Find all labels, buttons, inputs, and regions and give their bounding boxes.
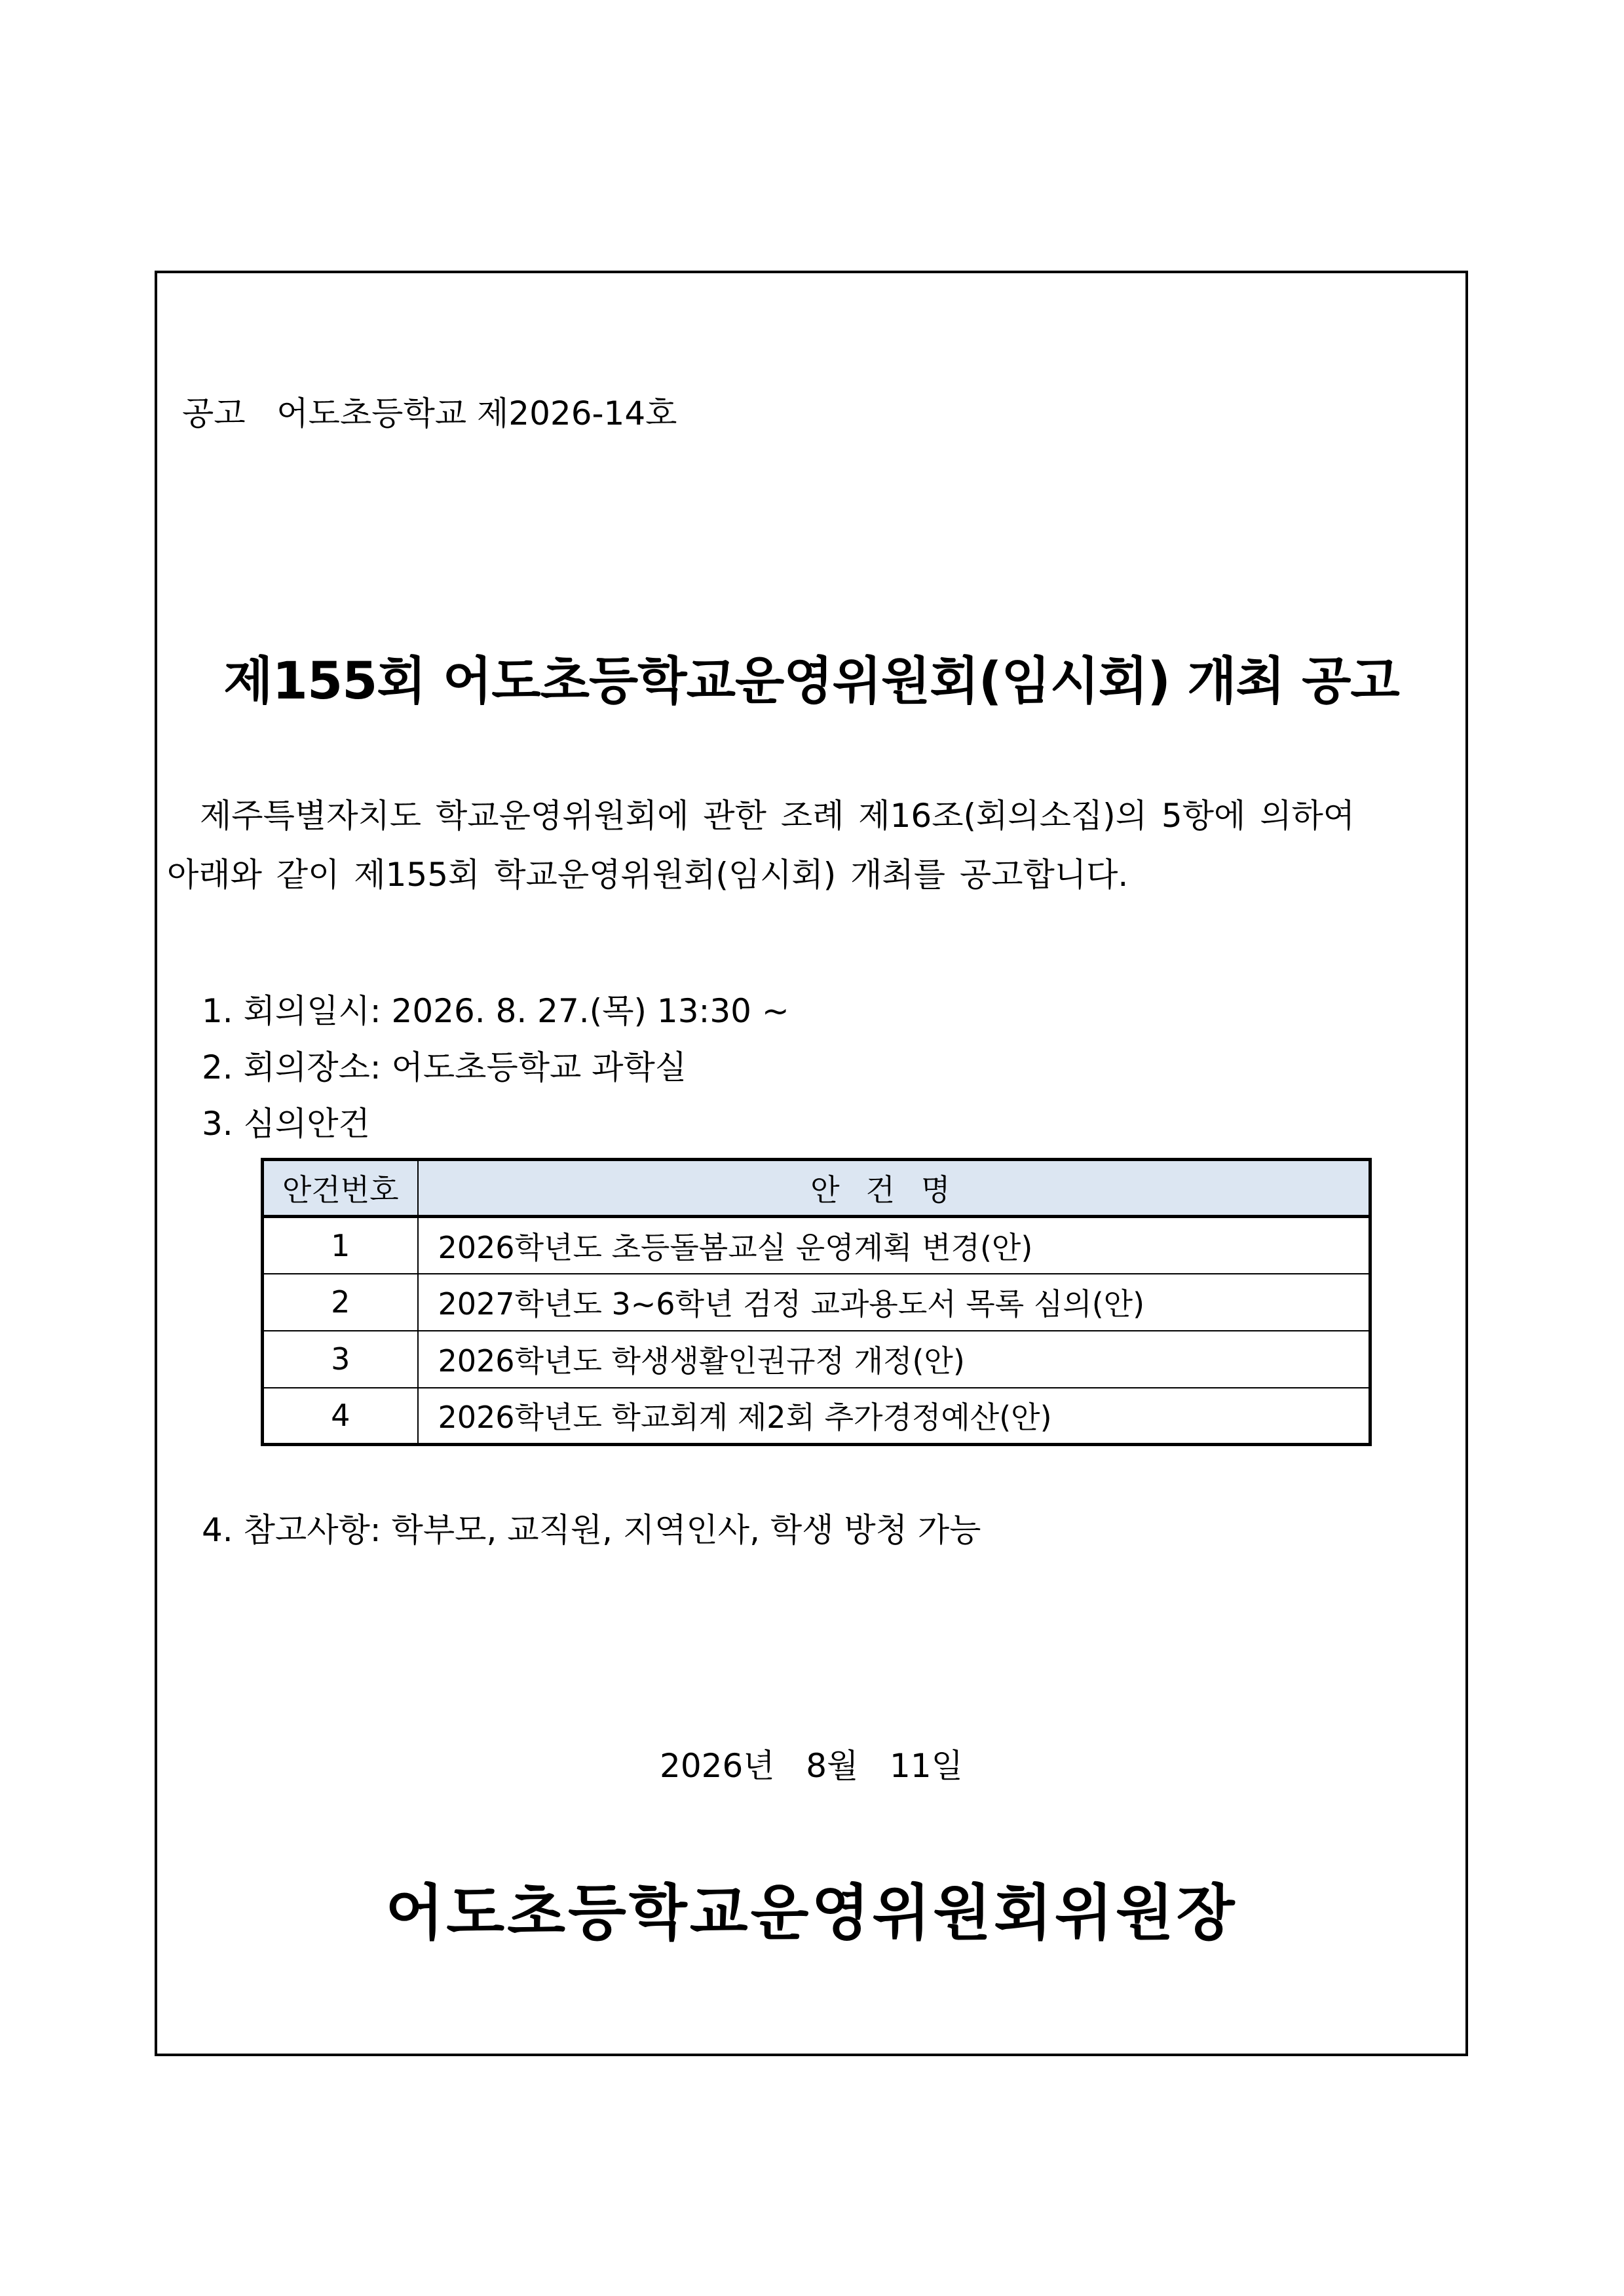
- header-agenda-name: 안건명: [418, 1160, 1370, 1217]
- agenda-name: 2026학년도 학생생활인권규정 개정(안): [418, 1331, 1370, 1388]
- header-agenda-number: 안건번호: [263, 1160, 418, 1217]
- table-row: [263, 1217, 1370, 1274]
- agenda-name: 2027학년도 3~6학년 검정 교과용도서 목록 심의(안): [418, 1274, 1370, 1331]
- notice-date: 2026년 8월 11일: [660, 1747, 963, 1785]
- meeting-details: [202, 983, 789, 1152]
- agenda-number: 2: [263, 1274, 418, 1331]
- agenda-number: 1: [263, 1217, 418, 1274]
- agenda-table-header-row: [263, 1160, 1370, 1217]
- table-row: [263, 1274, 1370, 1331]
- agenda-heading: 3. 심의안건: [202, 1105, 370, 1143]
- agenda-table: [261, 1158, 1372, 1446]
- table-row: [263, 1331, 1370, 1388]
- intro-line-1: 제주특별자치도 학교운영위원회에 관한 조례 제16조(회의소집)의 5항에 의하여: [200, 797, 1355, 835]
- meeting-place: 2. 회의장소: 어도초등학교 과학실: [202, 1048, 687, 1086]
- signature: 어도초등학교운영위원회위원장: [385, 1878, 1237, 1948]
- notice-number: 공고 어도초등학교 제2026-14호: [182, 394, 677, 432]
- agenda-number: 3: [263, 1331, 418, 1388]
- agenda-name: 2026학년도 초등돌봄교실 운영계획 변경(안): [418, 1217, 1370, 1274]
- meeting-datetime: 1. 회의일시: 2026. 8. 27.(목) 13:30 ~: [202, 992, 789, 1030]
- intro-line-2: 아래와 같이 제155회 학교운영위원회(임시회) 개최를 공고합니다.: [167, 856, 1129, 894]
- document-title: 제155회 어도초등학교운영위원회(임시회) 개최 공고: [223, 652, 1399, 711]
- agenda-number: 4: [263, 1388, 418, 1445]
- agenda-name: 2026학년도 학교회계 제2회 추가경정예산(안): [418, 1388, 1370, 1445]
- table-row: [263, 1388, 1370, 1445]
- reference-note: 4. 참고사항: 학부모, 교직원, 지역인사, 학생 방청 가능: [202, 1511, 981, 1549]
- intro-paragraph: [167, 786, 1445, 904]
